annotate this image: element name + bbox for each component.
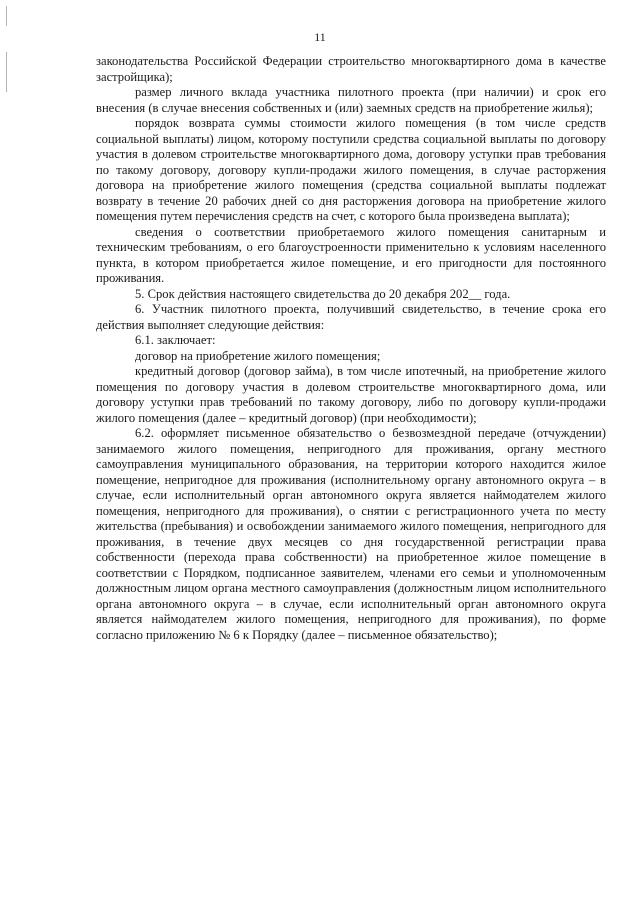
paragraph: 6.2. оформляет письменное обязательство о безвозмездной передаче (отчуждении) занимаемого жилого помещения, непригодного для проживания, органу местного самоуправления муниципального образования, на территории которого находится жилое помещение, непригодное для проживания (исполнительному органу автономного округа – в случае, если исполнительный орган автономного округа является наймодателем жилого помещения, непригодного для проживания), о снятии с регистрационного учета по месту жительства (пребывания) и освобождении занимаемого жилого помещения, непригодного для проживания, в течение двух месяцев со дня государственной регистрации права собственности (перехода права собственности) на приобретенное жилое помещение в соответствии с Порядком, подписанное заявителем, членами его семьи и уполномоченным должностным лицом органа местного самоуправления (должностным лицом исполнительного органа автономного округа – в случае, если исполнительный орган автономного округа является наймодателем жилого помещения, непригодного для проживания), по форме согласно приложению № 6 к Порядку (далее – письменное обязательство); <box>96 426 606 642</box>
paragraph: законодательства Российской Федерации строительство многоквартирного дома в качестве застройщика); <box>96 54 606 84</box>
paragraph: договор на приобретение жилого помещения; <box>135 348 381 363</box>
paragraph: сведения о соответствии приобретаемого жилого помещения санитарным и техническим требованиям, о его благоустроенности применительно к условиям населенного пункта, в котором приобретается жилое помещение, и его пригодности для постоянного проживания. <box>96 224 606 285</box>
paragraph: порядок возврата суммы стоимости жилого помещения (в том числе средств социальной выплаты) лицом, которому поступили средства социальной выплаты по договору участия в долевом строительстве многоквартирного дома, договору уступки прав требования по такому договору, договору купли-продажи жилого помещения, в случае расторжения договора на приобретение жилого помещения (средства социальной выплаты подлежат возврату в течение 20 рабочих дней со дня расторжения договора на приобретение жилого помещения путем перечисления средств на счет, с которого была произведена выплата); <box>96 116 606 223</box>
paragraph: 5. Срок действия настоящего свидетельства до 20 декабря 202__ года. <box>135 286 511 301</box>
scan-margin-mark-top <box>6 6 7 26</box>
paragraph: кредитный договор (договор займа), в том числе ипотечный, на приобретение жилого помещения по договору участия в долевом строительстве многоквартирного дома, или договору уступки прав требований по такому договору, либо по договору купли-продажи жилого помещения (далее – кредитный договор) (при необходимости); <box>96 364 606 425</box>
page-number: 11 <box>314 30 326 44</box>
document-body <box>96 54 606 643</box>
paragraph: 6.1. заключает: <box>135 333 216 347</box>
paragraph: размер личного вклада участника пилотного проекта (при наличии) и срок его внесения (в случае внесения собственных и (или) заемных средств на приобретение жилья); <box>96 85 606 115</box>
paragraph: 6. Участник пилотного проекта, получивший свидетельство, в течение срока его действия выполняет следующие действия: <box>96 302 606 332</box>
scan-margin-mark-middle <box>6 52 7 92</box>
